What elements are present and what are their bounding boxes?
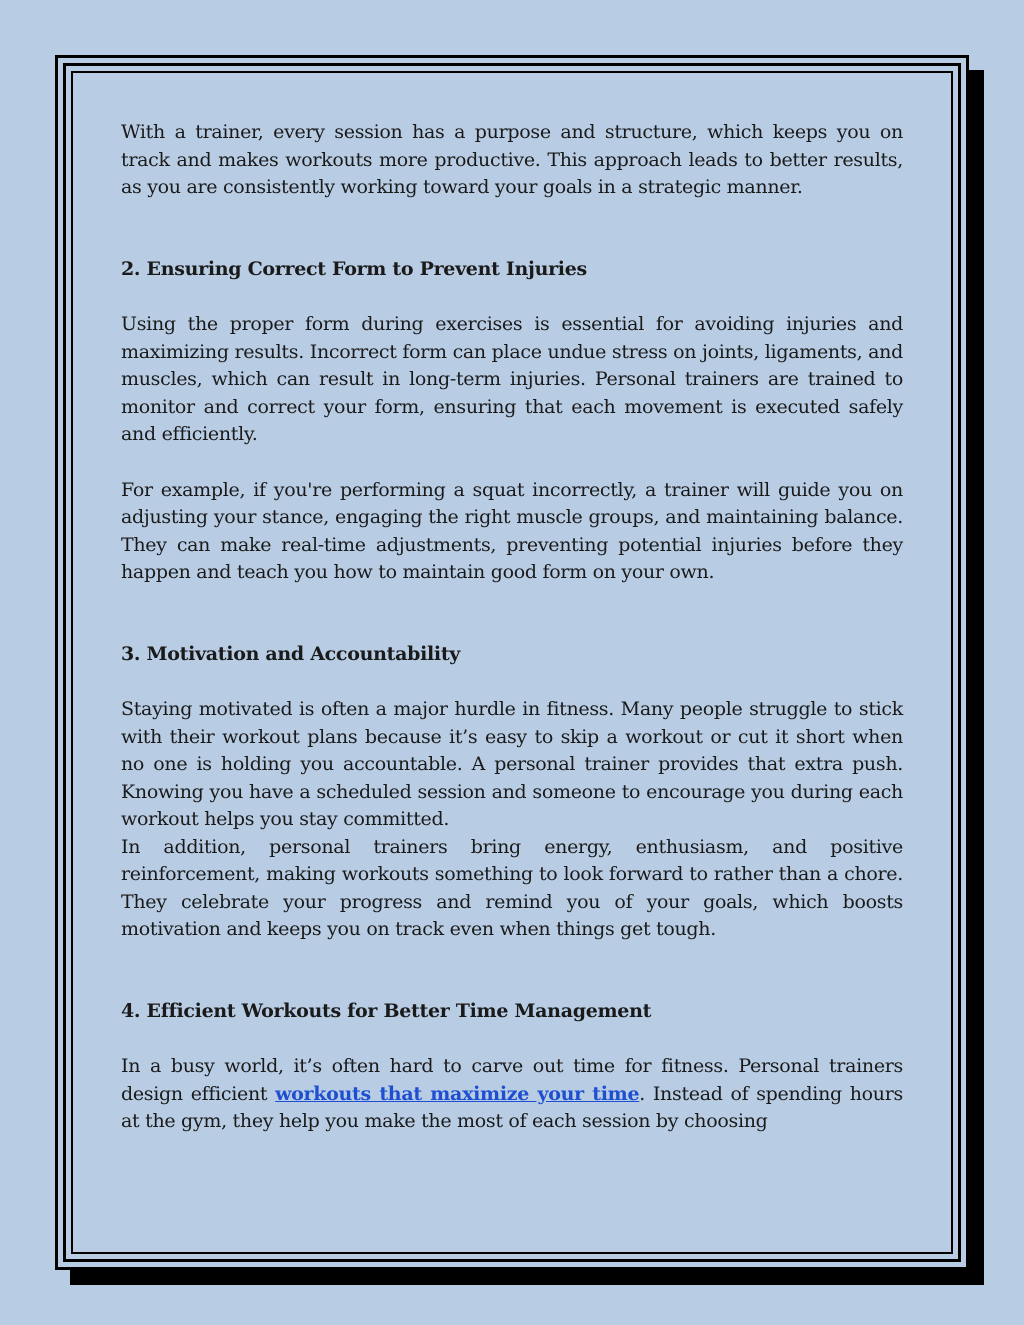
workouts-link[interactable]: workouts that maximize your time — [275, 1082, 640, 1105]
motivation-paragraph-1: Staying motivated is often a major hurdle in fitness. Many people struggle to stick with their workout plans because it’s easy to skip a workout or cut it short when no one is holding you accountable. A personal trainer provides that extra push. Knowing you have a scheduled session and someone to encourage you during each workout helps you stay committed. — [121, 698, 903, 830]
section-heading-form: 2. Ensuring Correct Form to Prevent Injuries — [121, 257, 587, 280]
intro-paragraph: With a trainer, every session has a purpose and structure, which keeps you on track and makes workouts more productive. This approach leads to better results, as you are consistently working toward your goals in a strategic manner. — [121, 121, 903, 198]
efficiency-paragraph — [121, 1053, 903, 1136]
form-paragraph-1: Using the proper form during exercises is essential for avoiding injuries and maximizing results. Incorrect form can place undue stress on joints, ligaments, and muscles, which can result in long-term injuries. Personal trainers are trained to monitor and correct your form, ensuring that each movement is executed safely and efficiently. — [121, 313, 903, 445]
efficiency-text-after-link: . Instead of spending hours at the gym, they help you make the most of each session by choosing — [121, 1082, 903, 1132]
form-paragraph-2: For example, if you're performing a squat incorrectly, a trainer will guide you on adjusting your stance, engaging the right muscle groups, and maintaining balance. They can make real-time adjustments, preventing potential injuries before they happen and teach you how to maintain good form on your own. — [121, 478, 903, 583]
document-body — [121, 119, 903, 1136]
section-heading-efficiency: 4. Efficient Workouts for Better Time Management — [121, 999, 652, 1022]
motivation-paragraph-2: In addition, personal trainers bring energy, enthusiasm, and positive reinforcement, making workouts something to look forward to rather than a chore. They celebrate your progress and remind you of your goals, which boosts motivation and keeps you on track even when things get tough. — [121, 835, 903, 940]
efficiency-text-before-link: In a busy world, it’s often hard to carve out time for fitness. Personal trainers design efficient — [121, 1055, 903, 1105]
section-heading-motivation: 3. Motivation and Accountability — [121, 642, 461, 665]
